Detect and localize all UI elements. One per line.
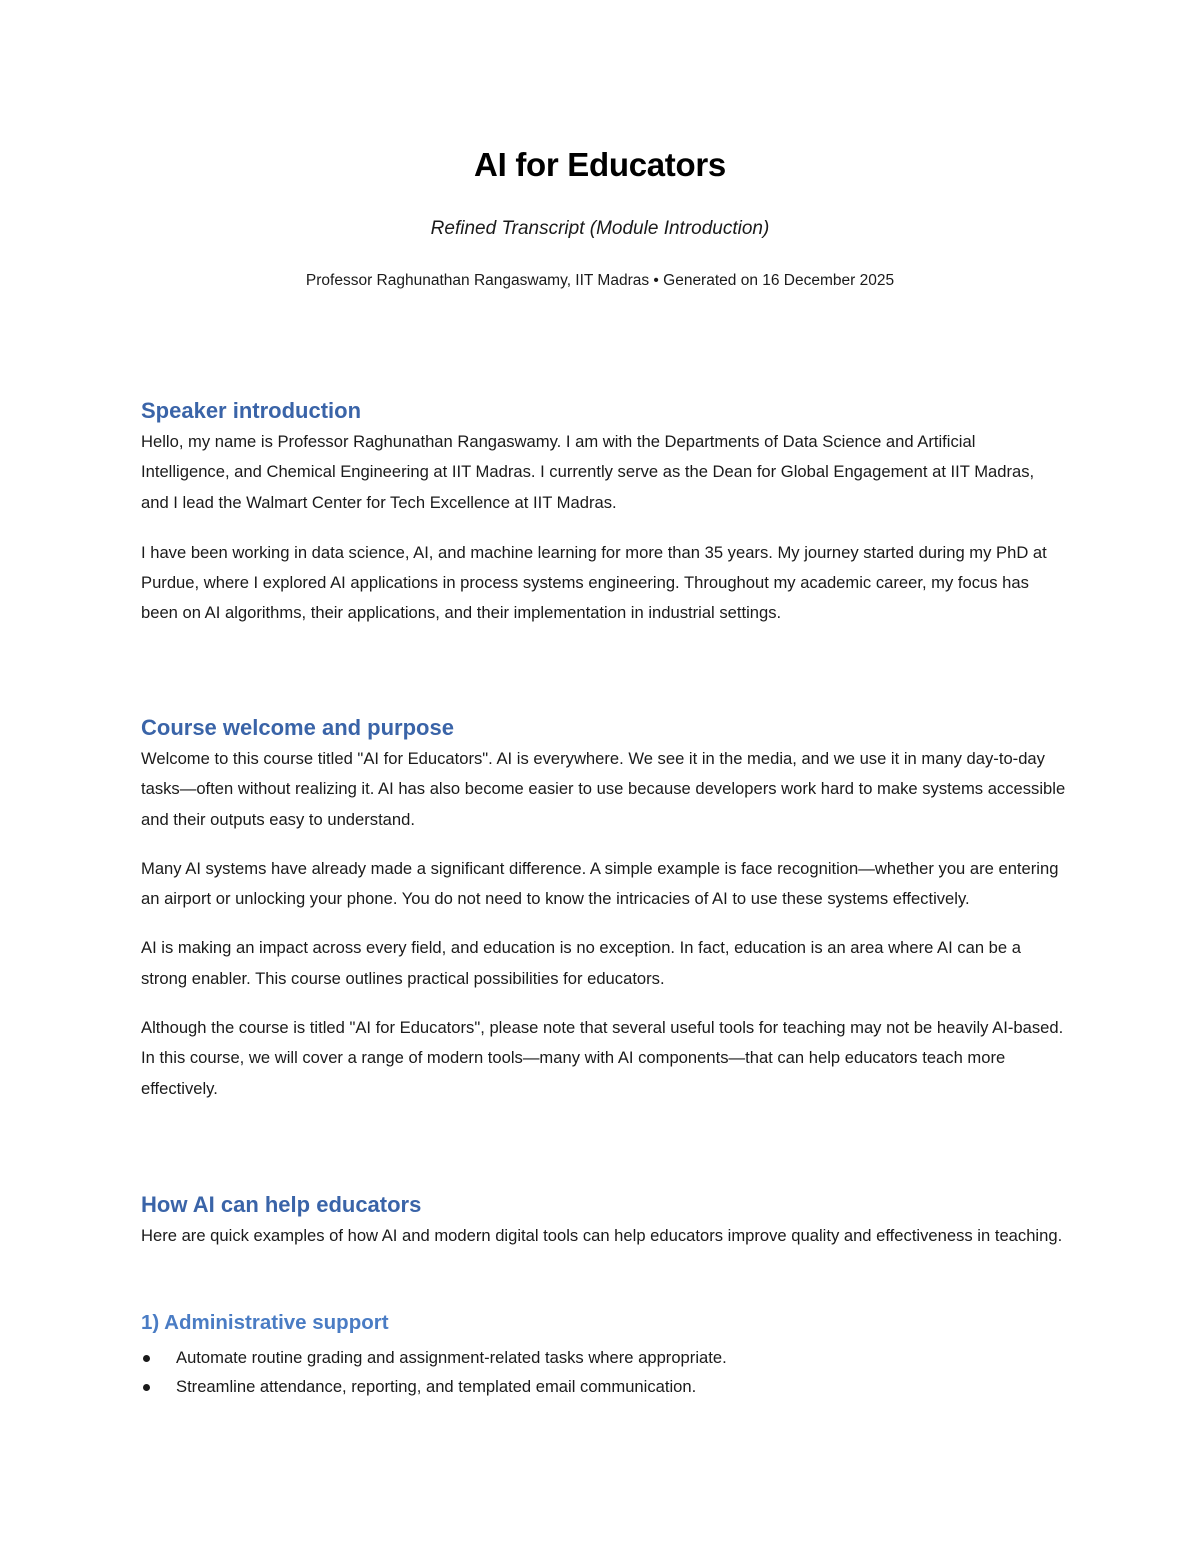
bullet-icon [143,1384,150,1391]
section-heading: Speaker introduction [141,398,362,423]
paragraph: AI is making an impact across every field, and education is no exception. In fact, education is an area where AI can be a strong enabler. This course outlines practical possibilities for educators. [141,938,1021,988]
paragraph: Although the course is titled "AI for Educators", please note that several useful tools for teaching may not be heavily AI-based. In this course, we will cover a range of modern tools—many with AI components—that can help educators teach more effectively. [141,1018,1064,1098]
document-meta: Professor Raghunathan Rangaswamy, IIT Madras • Generated on 16 December 2025 [305,272,895,289]
paragraph: I have been working in data science, AI, and machine learning for more than 35 years. My journey started during my PhD at Purdue, where I explored AI applications in process systems engineering. Throughout my academic career, my focus has been on AI algorithms, their applications, and their implementation in industrial settings. [141,542,1047,623]
bullet-text: Automate routine grading and assignment-related tasks where appropriate. [176,1348,727,1367]
section-heading: How AI can help educators [141,1192,422,1217]
subsection-administrative-support [141,1309,1066,1401]
section-heading: Course welcome and purpose [141,715,454,740]
bullet-text: Streamline attendance, reporting, and templated email communication. [176,1377,697,1396]
paragraph: Here are quick examples of how AI and modern digital tools can help educators improve quality and effectiveness in teaching. [141,1226,1063,1245]
bullet-list [141,1343,1066,1401]
paragraph: Hello, my name is Professor Raghunathan Rangaswamy. I am with the Departments of Data Science and Artificial Intelligence, and Chemical Engineering at IIT Madras. I currently serve as the Dean for Global Engagement at IIT Madras, and I lead the Walmart Center for Tech Excellence at IIT Madras. [141,432,1035,512]
section-course-welcome [141,713,1066,1104]
section-speaker-introduction [141,396,1066,629]
bullet-item [141,1372,1066,1401]
subsection-heading: 1) Administrative support [141,1311,389,1334]
section-how-ai-helps [141,1190,1066,1251]
document-title: AI for Educators [474,146,726,183]
paragraph: Welcome to this course titled "AI for Educators". AI is everywhere. We see it in the media, and we use it in many day-to-day tasks—often without realizing it. AI has also become easier to use because developers work hard to make systems accessible and their outputs easy to understand. [141,749,1066,829]
bullet-icon [143,1355,150,1362]
bullet-item [141,1343,1066,1372]
document-subtitle: Refined Transcript (Module Introduction) [430,218,770,239]
paragraph: Many AI systems have already made a significant difference. A simple example is face recognition—whether you are entering an airport or unlocking your phone. You do not need to know the intricacies of AI to use these systems effectively. [141,858,1059,909]
